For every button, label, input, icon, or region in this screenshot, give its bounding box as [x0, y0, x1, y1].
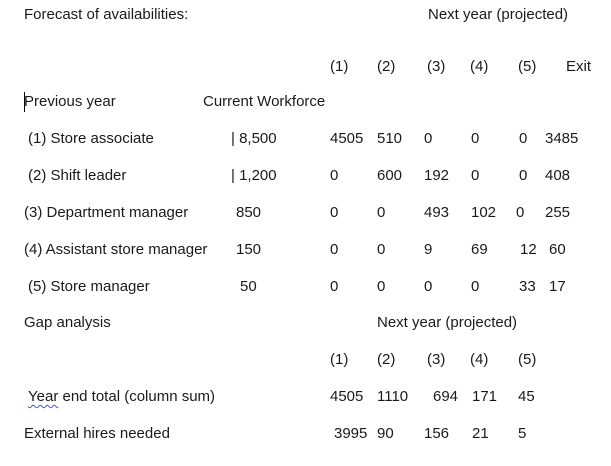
cell: 156 [424, 425, 450, 442]
gap-analysis-title: Gap analysis [24, 314, 111, 331]
external-hires-label: External hires needed [24, 425, 170, 442]
year-end-label-rest: end total (column sum) [58, 388, 216, 405]
year-end-total-label [28, 388, 215, 406]
current-workforce-label: Current Workforce [203, 93, 326, 110]
cell: 0 [330, 241, 339, 258]
row-name: (4) Assistant store manager [24, 241, 208, 258]
next-year-header: Next year (projected) [428, 6, 569, 23]
cell: 69 [471, 241, 488, 258]
gap-col-header-1: (1) [330, 351, 349, 368]
cell: 0 [519, 130, 528, 147]
cell: 192 [424, 167, 450, 184]
col-header-3: (3) [427, 58, 446, 75]
gap-col-header-3: (3) [427, 351, 446, 368]
cell: 3995 [334, 425, 368, 442]
cell: 1110 [377, 388, 409, 405]
cell: 60 [549, 241, 566, 258]
cell: 0 [471, 167, 480, 184]
row-workforce: 150 [236, 241, 262, 258]
cell: 255 [545, 204, 571, 221]
row-name: (1) Store associate [28, 130, 154, 147]
cell: 0 [516, 204, 525, 221]
cell: 0 [330, 167, 339, 184]
col-header-exit: Exit [566, 58, 592, 75]
gap-col-header-5: (5) [518, 351, 537, 368]
cell: 0 [471, 278, 480, 295]
cell: 17 [549, 278, 566, 295]
row-workforce: 50 [240, 278, 257, 295]
cell: 171 [472, 388, 498, 405]
col-header-5: (5) [518, 58, 537, 75]
row-name: (2) Shift leader [28, 167, 127, 184]
cell: 510 [377, 130, 403, 147]
cell: 9 [424, 241, 433, 258]
cell: 33 [519, 278, 536, 295]
col-header-2: (2) [377, 58, 396, 75]
cell: 0 [377, 204, 386, 221]
cell: 4505 [330, 388, 364, 405]
col-header-4: (4) [470, 58, 489, 75]
cell: 3485 [545, 130, 579, 147]
col-header-1: (1) [330, 58, 349, 75]
cell: 0 [471, 130, 480, 147]
cell: 600 [377, 167, 403, 184]
gap-col-header-4: (4) [470, 351, 489, 368]
cell: 694 [433, 388, 459, 405]
cell: 0 [377, 278, 386, 295]
row-name: (5) Store manager [28, 278, 150, 295]
cell: 90 [377, 425, 394, 442]
row-workforce: | 8,500 [231, 130, 277, 147]
cell: 0 [519, 167, 528, 184]
cell: 0 [424, 130, 433, 147]
row-workforce: 850 [236, 204, 262, 221]
cell: 0 [377, 241, 386, 258]
previous-year-label: Previous year [24, 93, 116, 110]
row-workforce: | 1,200 [231, 167, 277, 184]
gap-next-year-header: Next year (projected) [377, 314, 518, 331]
cell: 102 [471, 204, 497, 221]
gap-col-header-2: (2) [377, 351, 396, 368]
cell: 0 [424, 278, 433, 295]
cell: 0 [330, 204, 339, 221]
cell: 12 [520, 241, 537, 258]
spellcheck-word[interactable]: Year [28, 388, 59, 405]
cell: 493 [424, 204, 450, 221]
cell: 4505 [330, 130, 364, 147]
cell: 5 [518, 425, 527, 442]
cell: 21 [472, 425, 489, 442]
cell: 0 [330, 278, 339, 295]
cell: 45 [518, 388, 535, 405]
cell: 408 [545, 167, 571, 184]
row-name: (3) Department manager [24, 204, 189, 221]
forecast-title: Forecast of availabilities: [24, 6, 189, 23]
